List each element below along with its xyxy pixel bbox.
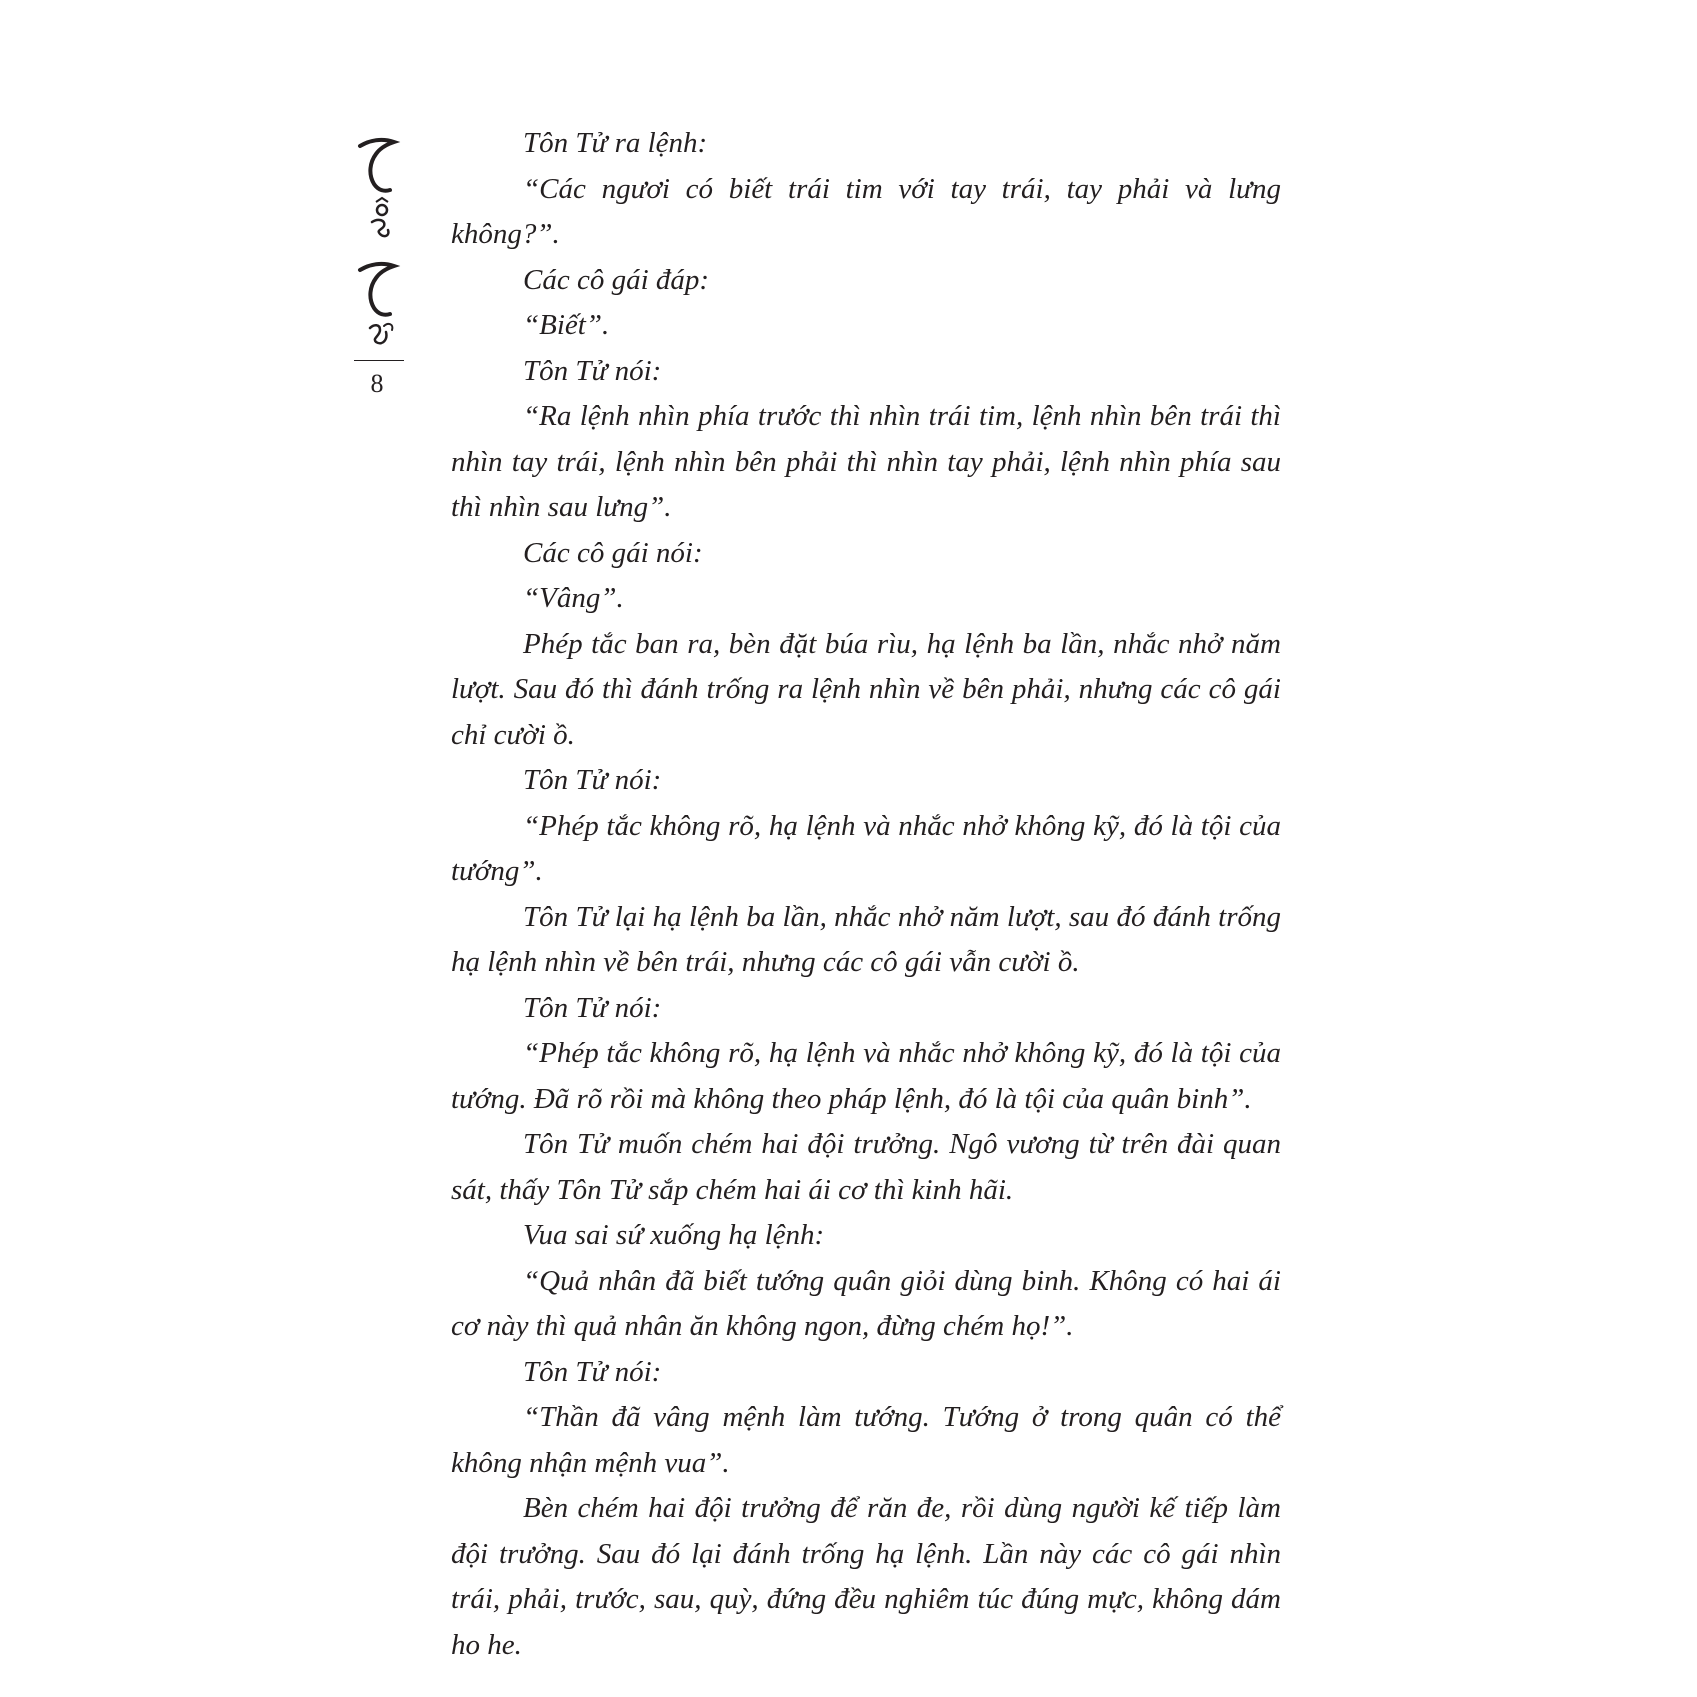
- paragraph: “Quả nhân đã biết tướng quân giỏi dùng binh. Không có hai ái cơ này thì quả nhân ăn không ngon, đừng chém họ!”.: [451, 1264, 1281, 1342]
- paragraph: “Phép tắc không rõ, hạ lệnh và nhắc nhở không kỹ, đó là tội của tướng. Đã rõ rồi mà không theo pháp lệnh, đó là tội của quân binh”.: [451, 1037, 1281, 1115]
- paragraph: “Thần đã vâng mệnh làm tướng. Tướng ở trong quân có thể không nhận mệnh vua”.: [451, 1401, 1281, 1479]
- paragraph: Tôn Tử nói:: [523, 764, 662, 796]
- paragraph: Tôn Tử nói:: [523, 354, 662, 387]
- paragraph: “Biết”.: [523, 309, 610, 341]
- paragraph: Vua sai sứ xuống hạ lệnh:: [523, 1219, 825, 1251]
- running-title-calligraphy: [352, 132, 402, 362]
- paragraph: Tôn Tử nói:: [523, 1355, 662, 1388]
- body-text: [451, 121, 1281, 1668]
- paragraph: Tôn Tử muốn chém hai đội trưởng. Ngô vương từ trên đài quan sát, thấy Tôn Tử sắp chém hai ái cơ thì kinh hãi.: [451, 1128, 1281, 1206]
- paragraph: “Vâng”.: [523, 582, 624, 614]
- paragraph: Tôn Tử lại hạ lệnh ba lần, nhắc nhở năm lượt, sau đó đánh trống hạ lệnh nhìn về bên trái, nhưng các cô gái vẫn cười ồ.: [451, 900, 1281, 978]
- paragraph: “Ra lệnh nhìn phía trước thì nhìn trái tim, lệnh nhìn bên trái thì nhìn tay trái, lệnh nhìn bên phải thì nhìn tay phải, lệnh nhìn phía sau thì nhìn sau lưng”.: [451, 400, 1281, 523]
- page-number: 8: [370, 369, 384, 398]
- paragraph: “Phép tắc không rõ, hạ lệnh và nhắc nhở không kỹ, đó là tội của tướng”.: [451, 809, 1281, 887]
- paragraph: Phép tắc ban ra, bèn đặt búa rìu, hạ lệnh ba lần, nhắc nhở năm lượt. Sau đó thì đánh trống ra lệnh nhìn về bên phải, nhưng các cô gái chỉ cười ồ.: [451, 627, 1281, 751]
- ton-tu-calligraphy-icon: [352, 132, 402, 362]
- paragraph: Các cô gái đáp:: [523, 263, 710, 296]
- paragraph: Tôn Tử nói:: [523, 991, 662, 1024]
- paragraph: “Các ngươi có biết trái tim với tay trái, tay phải và lưng không?”.: [451, 172, 1281, 250]
- paragraph: Bèn chém hai đội trưởng để răn đe, rồi dùng người kế tiếp làm đội trưởng. Sau đó lại đánh trống hạ lệnh. Lần này các cô gái nhìn trái, phải, trước, sau, quỳ, đứng đều nghiêm túc đúng mực, không dám ho he.: [451, 1492, 1281, 1661]
- page-number-rule: [354, 360, 404, 361]
- paragraph: Các cô gái nói:: [523, 536, 703, 569]
- paragraph: Tôn Tử ra lệnh:: [523, 127, 708, 159]
